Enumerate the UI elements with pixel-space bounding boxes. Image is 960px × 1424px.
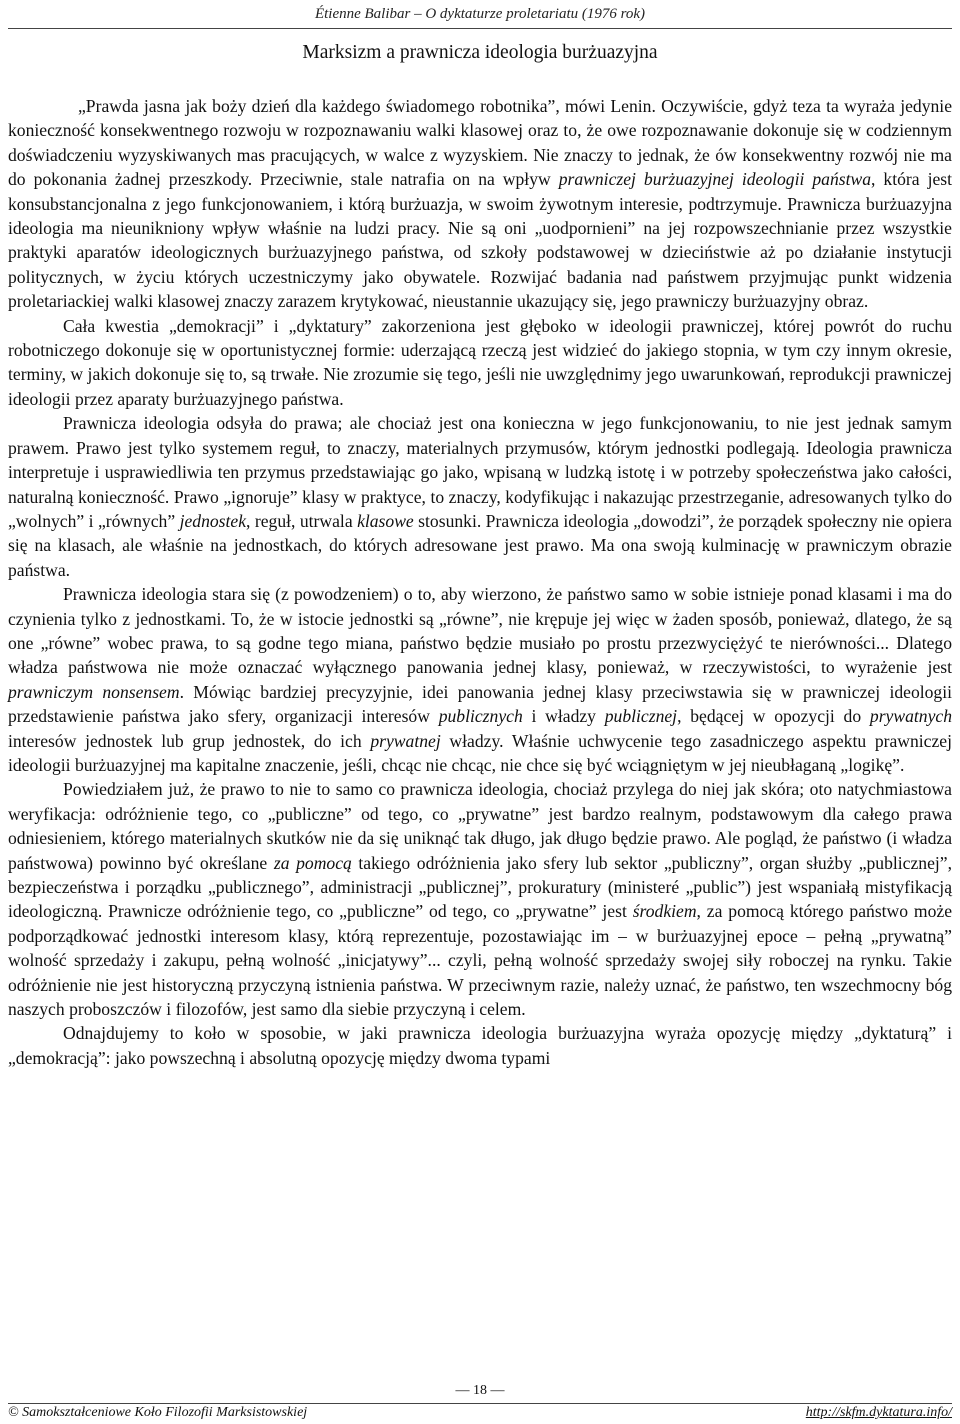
- text-run: takiego odróżnienia jako sfery lub sektor „publiczny”, organ służby „publicznej”, bezpieczeństwa i porządku „publicznego”, administracji „publicznej”, prokuratury (ministeré „public”) jest wspaniałą mistyfikacją ideologiczną. Prawnicze odróżnienie tego, co „publiczne” od tego, co „prywatne” jest: [8, 852, 952, 922]
- text-run: Cała kwestia „demokracji” i „dyktatury” zakorzeniona jest głęboko w ideologii prawniczej, której powrót do ruchu robotniczego dokonuje się w oportunistycznej formie: uderzającą rzeczą jest widzieć do jakiego stopnia, w tym czy innym okresie, terminy, w jakich dokonuje się to, są trwałe. Nie zrozumie się tego, jeśli nie uwzględnimy jego uwarunkowań, reprodukcji prawniczej ideologii przez aparaty burżuazyjnego państwa.: [8, 315, 952, 409]
- text-run: interesów jednostek lub grup jednostek, do ich: [8, 730, 371, 751]
- text-run: . Mówiąc bardziej precyzyjnie, idei panowania jednej klasy przeciwstawia się w prawniczej ideologii przedstawienie państwa jako sfery, organizacji interesów: [8, 681, 952, 727]
- footer-url-link[interactable]: http://skfm.dyktatura.info/: [805, 1405, 952, 1420]
- page-number: — 18 —: [455, 1383, 505, 1398]
- italic-text-run: jednostek: [179, 510, 247, 531]
- text-run: , za pomocą którego państwo może podporządkować jednostki interesom klasy, którą reprezentuje, pozostawiając im – w burżuazyjnej epoce – pełną „prywatną” wolność sprzedaży i zakupu, pełną wolność „inicjatywy”... czyli, pełną wolność sprzedaży swojej siły roboczej na rynku. Takie odróżnienie nie jest historyczną przyczyną istnienia państwa. W przeciwnym razie, należy uznać, że państwo, ten wszechmocny bóg naszych proboszczów i filozofów, jest samo dla siebie przyczyną i celem.: [8, 901, 953, 1020]
- footer-copyright: © Samokształceniowe Koło Filozofii Marksistowskiej: [8, 1405, 308, 1420]
- italic-text-run: środkiem: [632, 901, 697, 922]
- italic-text-run: prywatnej: [370, 730, 441, 751]
- text-run: „Prawda jasna jak boży dzień dla każdego świadomego robotnika”, mówi Lenin. Oczywiście, gdyż teza ta wyraża jedynie konieczność konsekwentnego rozwoju w rozpoznawaniu walki klasowej oraz to, że owe rozpoznawanie dokonuje się w codziennym doświadczeniu wyzyskiwanych mas pracujących, w walce z wyzyskiem. Nie znaczy to jednak, że ów konsekwentny rozwój nie ma do pokonania żadnej przeszkody. Przeciwnie, stale natrafia on na wpływ: [8, 96, 952, 190]
- text-run: władzy. Właśnie uchwycenie tego zasadniczego aspektu prawniczej ideologii burżuazyjnej ma kapitalne znaczenie, jeśli, chcąc nie chcąc, nie chce się być wciągniętym w jej nieubłaganą „logikę”.: [8, 730, 952, 775]
- paragraph-1: [8, 94, 952, 314]
- italic-text-run: publicznych: [438, 706, 523, 727]
- text-run: stosunki. Prawnicza ideologia „dowodzi”, że porządek społeczny nie opiera się na klasach, ale właśnie na jednostkach, do których adresowane jest prawo. Ma ona swoją kulminację w prawniczym obrazie państwa.: [8, 510, 952, 580]
- running-header: Étienne Balibar – O dyktaturze proletariatu (1976 rok): [314, 6, 646, 22]
- text-run: , reguł, utrwala: [246, 510, 358, 531]
- header-divider: [8, 28, 952, 29]
- text-run: i władzy: [522, 706, 605, 727]
- text-run: Powiedziałem już, że prawo to nie to samo co prawnicza ideologia, chociaż przylega do niej jak skóra; oto natychmiastowa weryfikacja: odróżnienie tego, co „publiczne” od tego, co „prywatne” jest bardzo realnym, podstawowym dla całego prawa odniesieniem, którego materialnych skutków nie da się uniknąć tak długo, jak długo będzie prawo. Ale pogląd, że państwo (i władza państwowa) powinno być określane: [8, 779, 952, 873]
- footer-divider: [8, 1403, 952, 1404]
- paragraph-6: [8, 1021, 952, 1070]
- text-run: Odnajdujemy to koło w sposobie, w jaki prawnicza ideologia burżuazyjna wyraża opozycję między „dyktaturą” i „demokracją”: jako powszechną i absolutną opozycję między dwoma typami: [8, 1023, 952, 1068]
- text-run: Prawnicza ideologia odsyła do prawa; ale chociaż jest ona konieczna w jego funkcjonowaniu, to nie jest jednak samym prawem. Prawo jest tylko systemem reguł, to znaczy, materialnych przymusów, którym jednostki podlegają. Ideologia prawnicza interpretuje i usprawiedliwia ten przymus przedstawiając go jako, wpisaną w ludzką istotę i w potrzeby społeczeństwa jako całości, naturalną konieczność. Prawo „ignoruje” klasy w praktyce, to znaczy, kodyfikując i nakazując przestrzeganie, adresowanych tylko do „wolnych” i „równych”: [8, 413, 952, 531]
- section-title: Marksizm a prawnicza ideologia burżuazyjna: [302, 42, 658, 63]
- italic-text-run: publicznej: [604, 706, 678, 727]
- paragraph-5: [8, 777, 952, 1021]
- text-run: , która jest konsubstancjonalna z jego funkcjonowaniem, i którą burżuazja, w swoim żywotnym interesie, podtrzymuje. Prawnicza burżuazyjna ideologia ma nieunikniony wpływ właśnie na ludzi pracy. Nie są oni „uodpornieni” na jej rozpowszechnianie przez wszystkie praktyki aparatów ideologicznych burżuazyjnego państwa, od szkoły podstawowej w dzieciństwie aż po działanie instytucji politycznych, w życiu których uczestniczymy jako obywatele. Rozwijać badania nad państwem przyjmując punkt widzenia proletariackiej walki klasowej znaczy zarazem krytykować, nieustannie ukazujący się, jego prawniczy burżuazyjny obraz.: [8, 169, 952, 312]
- italic-text-run: prawniczej burżuazyjnej ideologii państwa: [558, 169, 872, 190]
- paragraph-3: [8, 411, 952, 582]
- italic-text-run: za pomocą: [273, 852, 352, 873]
- italic-text-run: prawniczym nonsensem: [8, 681, 180, 702]
- italic-text-run: klasowe: [357, 510, 414, 531]
- paragraph-2: [8, 314, 952, 412]
- text-run: , będącej w opozycji do: [677, 706, 870, 727]
- body-text: [8, 94, 952, 1070]
- text-run: Prawnicza ideologia stara się (z powodzeniem) o to, aby wierzono, że państwo samo w sobie istnieje ponad klasami i ma do czynienia tylko z jednostkami. To, że w istocie jednostki są „równe”, nie krępuje jej więc w żaden sposób, ponieważ, dlatego, że są one „równe” wobec prawa, to są godne tego miana, państwo będzie musiało po prostu przezwyciężyć te nierówności... Dlatego władza państwowa nie może oznaczać wyłącznego panowania jednej klasy, ponieważ, w rzeczywistości, to wyrażenie jest: [8, 584, 952, 678]
- italic-text-run: prywatnych: [869, 706, 952, 727]
- paragraph-4: [8, 582, 952, 777]
